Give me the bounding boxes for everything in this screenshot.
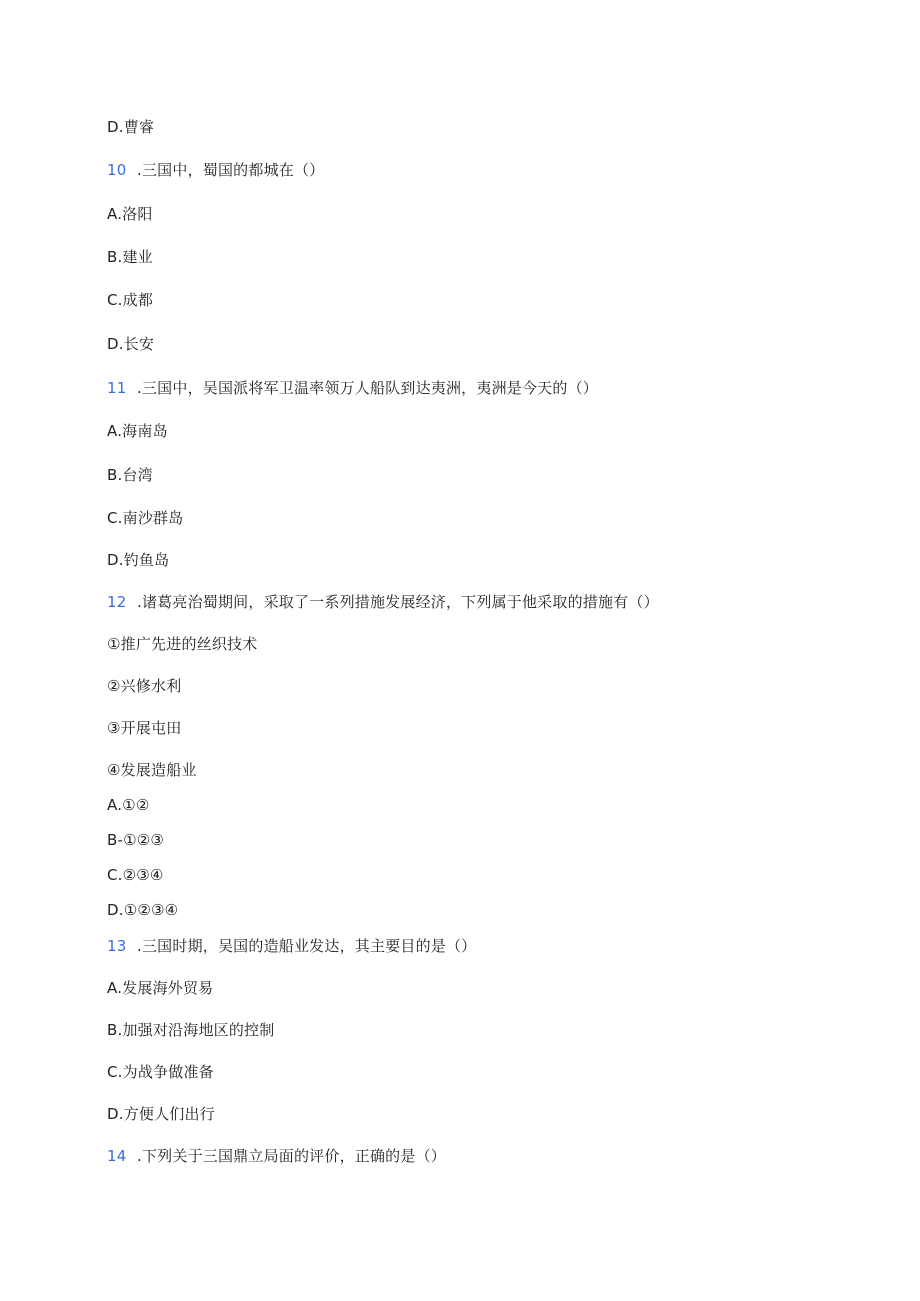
q13-stem-text: .三国时期，吴国的造船业发达，其主要目的是（） [137,937,477,955]
q10-number: 10 [107,161,127,179]
q12-stem-text: .诸葛亮治蜀期间，采取了一系列措施发展经济，下列属于他采取的措施有（） [137,593,659,611]
q13-option-c: C.为战争做准备 [107,1063,214,1081]
q11-option-a: A.海南岛 [107,422,168,440]
q14-stem [107,1146,446,1166]
q11-option-b: B.台湾 [107,466,153,484]
q12-number: 12 [107,593,127,611]
q14-number: 14 [107,1147,127,1165]
q12-item-2: ②兴修水利 [107,677,182,695]
q13-stem [107,936,476,956]
q12-item-3: ③开展屯田 [107,719,182,737]
q9-option-d: D.曹睿 [107,118,155,136]
q12-item-4: ④发展造船业 [107,761,197,779]
q13-option-a: A.发展海外贸易 [107,979,214,997]
q10-option-b: B.建业 [107,248,153,266]
q10-option-a: A.洛阳 [107,205,153,223]
q12-stem [107,592,659,612]
q11-number: 11 [107,379,127,397]
q11-option-d: D.钓鱼岛 [107,551,170,569]
q14-stem-text: .下列关于三国鼎立局面的评价，正确的是（） [137,1147,446,1165]
q11-stem [107,378,598,398]
q10-option-d: D.长安 [107,335,155,353]
q11-option-c: C.南沙群岛 [107,509,184,527]
q10-option-c: C.成都 [107,291,154,309]
q13-option-d: D.方便人们出行 [107,1105,215,1123]
q10-stem [107,160,324,180]
q10-stem-text: .三国中，蜀国的都城在（） [137,161,325,179]
q12-option-a: A.①② [107,796,150,814]
q12-option-c: C.②③④ [107,866,164,884]
q12-option-d: D.①②③④ [107,901,179,919]
q13-option-b: B.加强对沿海地区的控制 [107,1021,275,1039]
q12-item-1: ①推广先进的丝织技术 [107,635,258,653]
q11-stem-text: .三国中，吴国派将军卫温率领万人船队到达夷洲，夷洲是今天的（） [137,379,598,397]
q13-number: 13 [107,937,127,955]
q12-option-b: B-①②③ [107,831,165,849]
